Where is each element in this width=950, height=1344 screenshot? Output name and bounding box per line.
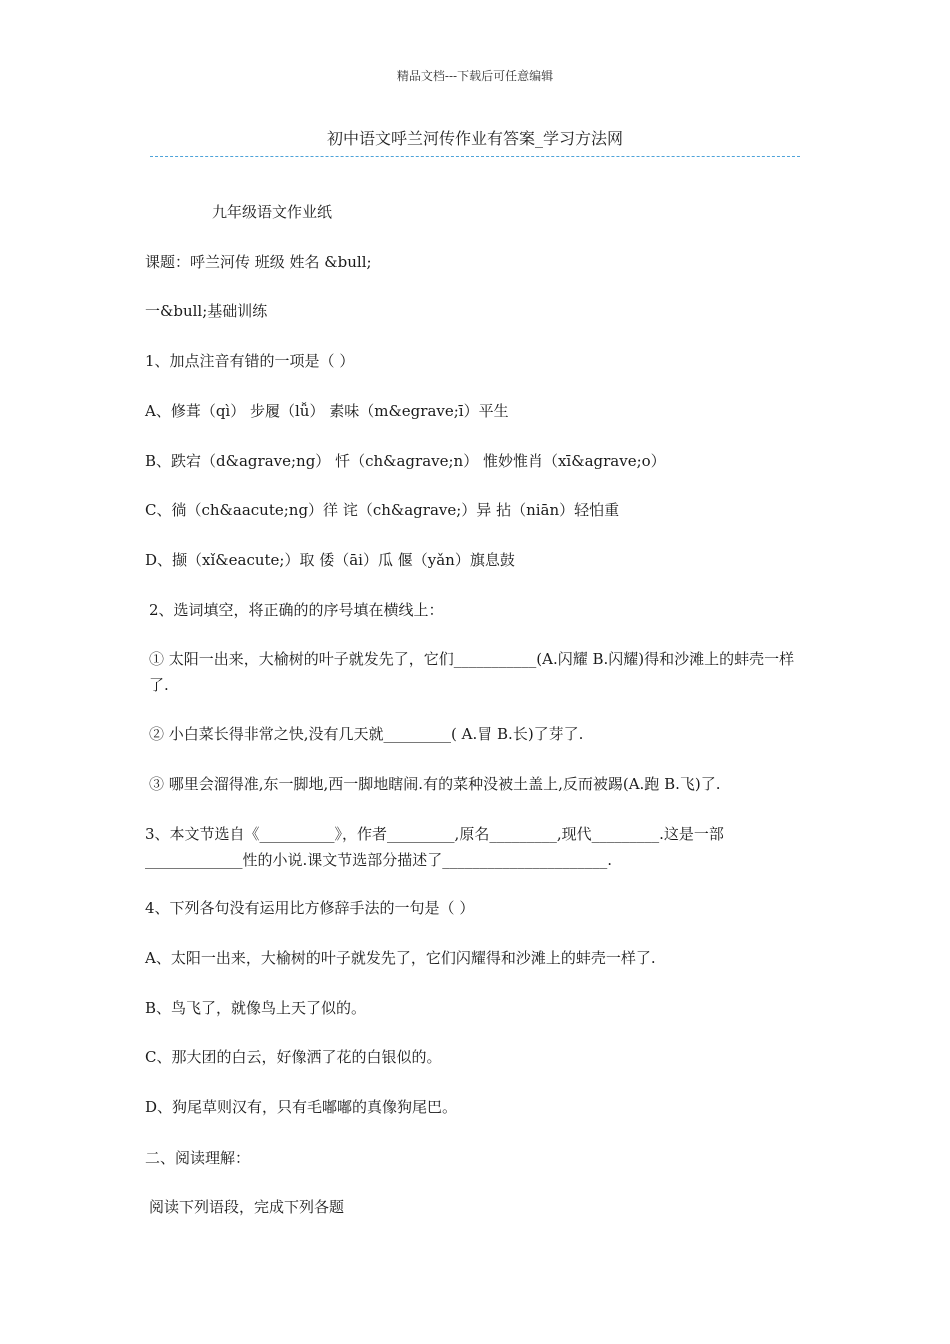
q2-item-1: ① 太阳一出来，大榆树的叶子就发先了，它们___________(A.闪耀 B.闪耀)得和沙滩上的蚌壳一样了. xyxy=(149,650,795,694)
q1-option-c: C、徜（ch&aacute;ng）徉 诧（ch&agrave;）异 拈（niān）轻怕重 xyxy=(145,501,620,519)
document-title: 初中语文呼兰河传作业有答案_学习方法网 xyxy=(326,129,623,148)
question-3: 3、本文节选自《__________》，作者_________,原名_________,现代_________.这是一部_____________性的小说.课文节选部分描述了______________________. xyxy=(145,825,724,869)
topic-line: 课题：呼兰河传 班级 姓名 &bull; xyxy=(145,253,372,271)
page-header-watermark: 精品文档---下载后可任意编辑 xyxy=(396,69,554,83)
q1-option-b: B、跌宕（d&agrave;ng） 忏（ch&agrave;n） 惟妙惟肖（xī&agrave;o） xyxy=(145,452,666,470)
reading-instruction: 阅读下列语段，完成下列各题 xyxy=(149,1198,345,1216)
q1-option-a: A、修葺（qì） 步履（lǚ） 素味（m&egrave;ī）平生 xyxy=(145,402,509,420)
q2-item-2: ② 小白菜长得非常之快,没有几天就_________( A.冒 B.长)了芽了. xyxy=(149,725,584,743)
title-divider xyxy=(150,156,800,157)
worksheet-heading: 九年级语文作业纸 xyxy=(212,203,333,221)
question-4: 4、下列各句没有运用比方修辞手法的一句是（ ） xyxy=(145,899,475,917)
section-heading-basic: 一&bull;基础训练 xyxy=(145,302,268,320)
q2-item-3: ③ 哪里会溜得准,东一脚地,西一脚地瞎闹.有的菜种没被土盖上,反而被踢(A.跑 B.飞)了. xyxy=(149,775,721,793)
q4-option-a: A、太阳一出来，大榆树的叶子就发先了，它们闪耀得和沙滩上的蚌壳一样了. xyxy=(145,949,656,967)
q4-option-c: C、那大团的白云，好像洒了花的白银似的。 xyxy=(145,1048,442,1066)
question-1: 1、加点注音有错的一项是（ ） xyxy=(145,352,355,370)
q1-option-d: D、撷（xǐ&eacute;）取 倭（āi）瓜 偃（yǎn）旗息鼓 xyxy=(145,551,515,569)
question-2: 2、选词填空，将正确的的序号填在横线上： xyxy=(149,601,444,619)
q4-option-d: D、狗尾草则汉有，只有毛嘟嘟的真像狗尾巴。 xyxy=(145,1098,458,1116)
q4-option-b: B、鸟飞了，就像鸟上天了似的。 xyxy=(145,999,367,1017)
section-heading-reading: 二、阅读理解： xyxy=(145,1149,251,1167)
